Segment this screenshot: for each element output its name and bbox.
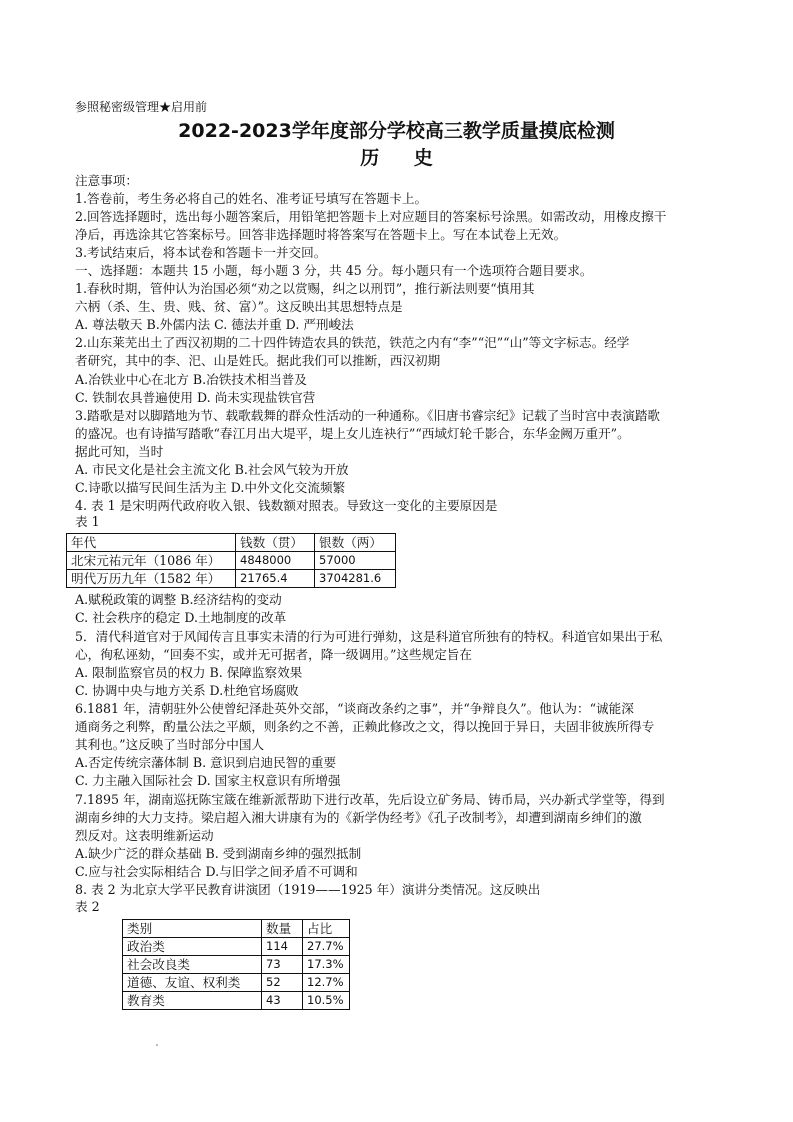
table-cell: 27.7% [303,938,350,956]
note-line: 1.答卷前，考生务必将自己的姓名、准考证号填写在答题卡上。 [75,191,428,206]
question-2-options: C. 铁制农具普遍使用 D. 尚未实现盐铁官营 [75,390,316,405]
table-header-cell: 数量 [262,920,303,938]
question-3-options: A. 市民文化是社会主流文化 B.社会风气较为开放 [75,462,349,477]
table-cell: 教育类 [123,992,262,1010]
question-6-options: A.否定传统宗藩体制 B. 意识到启迪民智的重要 [75,755,337,770]
table-cell: 道德、友谊、权利类 [123,974,262,992]
question-4-options: C. 社会秩序的稳定 D.土地制度的改革 [75,610,287,625]
table-cell: 4848000 [236,552,315,570]
table-cell: 12.7% [303,974,350,992]
subject-title: 历 史 [360,147,447,169]
question-1-text: 六柄（杀、生、贵、贱、贫、富）”。这反映出其思想特点是 [75,299,403,314]
question-2-text: 2.山东莱芜出土了西汉初期的二十四件铸造农具的铁范，铁范之内有“李”“汜”“山”等文字标志。经学 [75,335,630,350]
question-2-options: A.冶铁业中心在北方 B.冶铁技术相当普及 [75,372,307,387]
question-3-text: 据此可知，当时 [75,444,164,459]
table-header-cell: 年代 [67,534,236,552]
question-6-text: 其利也。”这反映了当时部分中国人 [75,737,265,752]
question-5-options: C. 协调中央与地方关系 D.杜绝官场腐败 [75,683,299,698]
table-header-row [123,920,350,938]
table-cell: 北宋元祐元年（1086 年） [67,552,236,570]
note-line: 2.回答选择题时，选出每小题答案后，用铅笔把答题卡上对应题目的答案标号涂黑。如需改动，用橡皮擦干 [75,209,667,224]
confidentiality-notice: 参照秘密级管理★启用前 [75,100,208,114]
table-cell: 52 [262,974,303,992]
question-6-options: C. 力主融入国际社会 D. 国家主权意识有所增强 [75,773,341,788]
question-7-options: A.缺少广泛的群众基础 B. 受到湖南乡绅的强烈抵制 [75,846,362,861]
question-1-text: 1.春秋时期，管仲认为治国必须“劝之以赏赐，纠之以刑罚”，推行新法则要“慎用其 [75,281,535,296]
table-header-row [67,534,396,552]
question-3-text: 3.踏歌是对以脚踏地为节、载歌载舞的群众性活动的一种通称。《旧唐书睿宗纪》记载了当时宫中表演踏歌 [75,408,661,423]
table-cell: 10.5% [303,992,350,1010]
table-row [67,552,396,570]
question-7-text: 烈反对。这表明维新运动 [75,828,214,843]
note-line: 净后，再选涂其它答案标号。回答非选择题时将答案写在答题卡上。写在本试卷上无效。 [75,227,567,242]
table-header-cell: 银数（两） [315,534,396,552]
question-3-options: C.诗歌以描写民间生活为主 D.中外文化交流频繁 [75,480,346,495]
table-cell: 57000 [315,552,396,570]
question-5-text: 5．清代科道官对于风闻传言且事实未清的行为可进行弹劾，这是科道官所独有的特权。科道官如果出于私 [75,629,663,644]
table-cell: 明代万历九年（1582 年） [67,570,236,588]
section-heading: 一、选择题：本题共 15 小题，每小题 3 分，共 45 分。每小题只有一个选项符合题目要求。 [75,263,593,278]
question-7-options: C.应与社会实际相结合 D.与旧学之间矛盾不可调和 [75,864,358,879]
table-header-cell: 钱数（贯） [236,534,315,552]
notes-heading: 注意事项： [75,173,138,188]
table-2 [122,919,350,1010]
question-6-text: 通商务之利弊，酌量公法之平颇，则条约之不善，正赖此修改之文，得以挽回于异日，夫固非彼族所得专 [75,719,655,734]
table-cell: 政治类 [123,938,262,956]
table-1 [66,533,396,588]
exam-title: 2022-2023学年度部分学校高三教学质量摸底检测 [178,120,615,142]
question-7-text: 7.1895 年，湖南巡抚陈宝箴在维新派帮助下进行改革，先后设立矿务局、铸币局，兴办新式学堂等，得到 [75,792,665,807]
question-4-options: A.赋税政策的调整 B.经济结构的变动 [75,592,282,607]
table-1-label: 表 1 [75,514,100,529]
table-header-cell: 类别 [123,920,262,938]
table-cell: 21765.4 [236,570,315,588]
table-2-label: 表 2 [75,899,100,914]
question-5-options: A. 限制监察官员的权力 B. 保障监察效果 [75,665,303,680]
table-header-cell: 占比 [303,920,350,938]
question-8-text: 8. 表 2 为北京大学平民教育讲演团（1919——1925 年）演讲分类情况。这反映出 [75,882,541,897]
table-row [123,956,350,974]
scan-speck [156,1044,158,1046]
question-6-text: 6.1881 年，清朝驻外公使曾纪泽赴英外交部，“谈商改条约之事”，并“争辩良久”。他认为：“诚能深 [75,701,634,716]
question-7-text: 湖南乡绅的大力支持。梁启超入湘大讲康有为的《新学伪经考》《孔子改制考》，却遭到湖南乡绅们的激 [75,810,642,825]
table-row [123,938,350,956]
question-3-text: 的盛况。也有诗描写踏歌“春江月出大堤平，堤上女儿连袂行”“西域灯轮千影合，东华金阙万重开”。 [75,426,630,441]
note-line: 3.考试结束后，将本试卷和答题卡一并交回。 [75,245,327,260]
table-cell: 43 [262,992,303,1010]
question-1-options: A. 尊法敬天 B.外儒内法 C. 德法并重 D. 严刑峻法 [75,317,354,332]
question-4-text: 4. 表 1 是宋明两代政府收入银、钱数额对照表。导致这一变化的主要原因是 [75,498,498,513]
table-cell: 73 [262,956,303,974]
table-row [67,570,396,588]
table-cell: 114 [262,938,303,956]
table-cell: 17.3% [303,956,350,974]
table-cell: 3704281.6 [315,570,396,588]
question-5-text: 心，徇私诬劾，“回奏不实，或并无可据者，降一级调用。”这些规定旨在 [75,647,472,662]
table-row [123,992,350,1010]
table-cell: 社会改良类 [123,956,262,974]
table-row [123,974,350,992]
question-2-text: 者研究，其中的李、汜、山是姓氏。据此我们可以推断，西汉初期 [75,353,441,368]
